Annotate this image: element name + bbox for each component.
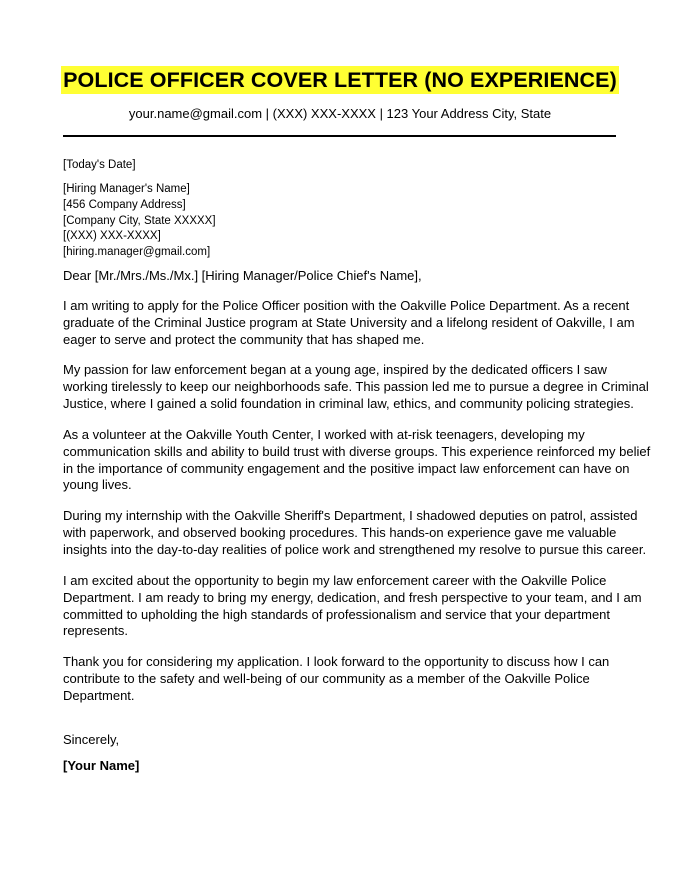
paragraph-line: Department. [63, 687, 135, 703]
paragraph-line: contribute to the safety and well-being of our community as a member of the Oakville Police [63, 670, 590, 686]
paragraph-line: Department. I am ready to bring my energy, dedication, and fresh perspective to your team, and I am [63, 589, 642, 605]
paragraph-line: Justice, where I gained a solid foundation in criminal law, ethics, and community policing strategies. [63, 395, 634, 411]
paragraph-6 [63, 654, 623, 704]
paragraph-3 [63, 427, 651, 494]
paragraph-line: insights into the day-to-day realities of police work and strengthened my resolve to pursue this career. [63, 541, 647, 557]
paragraph-line: My passion for law enforcement began at a young age, inspired by the dedicated officers I saw [63, 362, 607, 377]
recipient-phone: [(XXX) XXX-XXXX] [63, 230, 161, 243]
recipient-email: [hiring.manager@gmail.com] [63, 246, 211, 259]
recipient-city: [Company City, State XXXXX] [63, 214, 216, 227]
paragraph-line: eager to serve and protect the community that has shaped me. [63, 331, 425, 347]
paragraph-line: I am writing to apply for the Police Officer position with the Oakville Police Department. As a recent [63, 298, 630, 313]
recipient-address: [456 Company Address] [63, 198, 186, 211]
recipient-block [63, 182, 216, 261]
date-line: [Today's Date] [63, 159, 136, 171]
recipient-name: [Hiring Manager's Name] [63, 183, 190, 195]
paragraph-line: I am excited about the opportunity to begin my law enforcement career with the Oakville Police [63, 573, 607, 588]
paragraph-line: As a volunteer at the Oakville Youth Center, I worked with at-risk teenagers, developing my [63, 427, 585, 442]
paragraph-line: represents. [63, 623, 129, 639]
paragraph-line: graduate of the Criminal Justice program at State University and a lifelong resident of Oakville, I am [63, 314, 635, 330]
page-title: POLICE OFFICER COVER LETTER (NO EXPERIENCE) [63, 68, 617, 92]
paragraph-line: During my internship with the Oakville Sheriff's Department, I shadowed deputies on patrol, assisted [63, 508, 638, 523]
paragraph-line: young lives. [63, 477, 132, 493]
paragraph-line: with paperwork, and observed booking procedures. This hands-on experience gave me valuable [63, 524, 617, 540]
paragraph-line: Thank you for considering my application. I look forward to the opportunity to discuss how I can [63, 654, 610, 669]
paragraph-line: in the importance of community engagement and the positive impact law enforcement can have on [63, 460, 630, 476]
paragraph-line: communication skills and ability to build trust with diverse groups. This experience reinforced my belief [63, 443, 651, 459]
salutation: Dear [Mr./Mrs./Ms./Mx.] [Hiring Manager/Police Chief's Name], [63, 268, 422, 283]
contact-line: your.name@gmail.com | (XXX) XXX-XXXX | 123 Your Address City, State [128, 106, 552, 121]
paragraph-4 [63, 508, 647, 558]
closing: Sincerely, [63, 732, 120, 747]
paragraph-5 [63, 573, 642, 640]
signature: [Your Name] [63, 758, 140, 773]
paragraph-2 [63, 362, 649, 412]
paragraph-line: committed to upholding the high standards of professionalism and service that your department [63, 606, 611, 622]
title-wrapper [0, 66, 680, 94]
paragraph-1 [63, 298, 635, 348]
divider [63, 135, 616, 137]
paragraph-line: working tirelessly to keep our neighborhoods safe. This passion led me to pursue a degree in Criminal [63, 378, 649, 394]
